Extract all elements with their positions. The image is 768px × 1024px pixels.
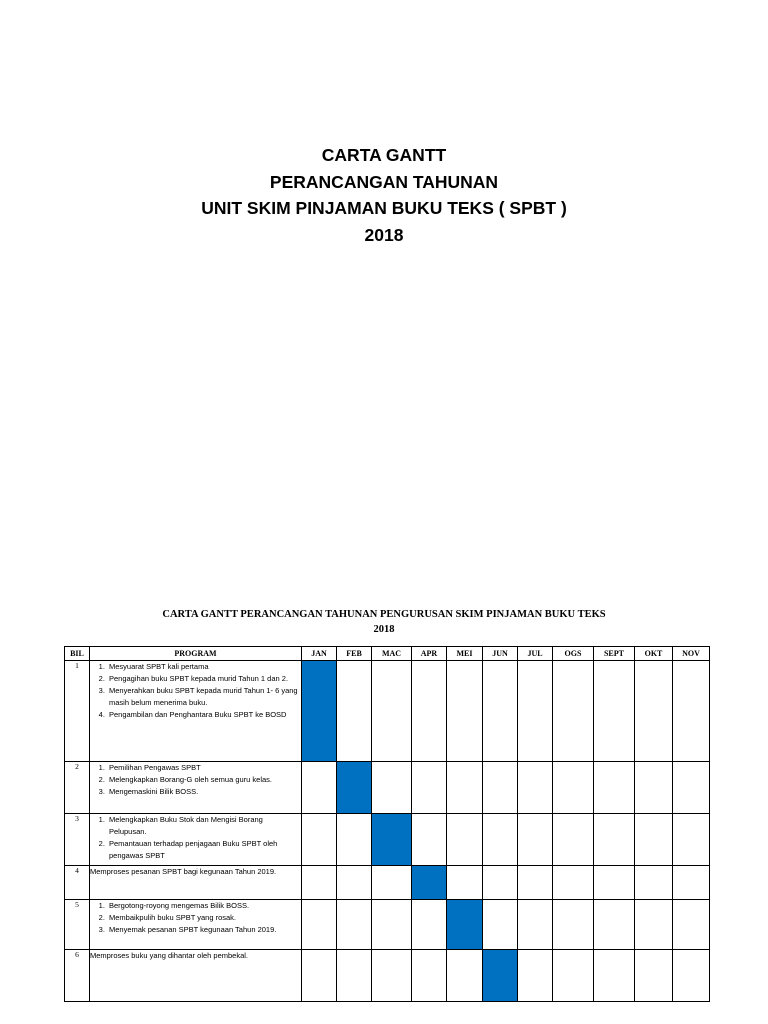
month-cell-mei	[447, 950, 483, 1002]
gantt-bar-mac	[372, 814, 412, 866]
month-cell-mac	[372, 900, 412, 950]
header-month-apr: APR	[412, 647, 447, 661]
month-cell-mac	[372, 866, 412, 900]
table-row	[65, 900, 710, 950]
row-number: 2	[65, 762, 90, 814]
month-cell-jul	[518, 866, 553, 900]
table-year: 2018	[373, 624, 395, 635]
program-list	[90, 814, 301, 862]
header-month-mac: MAC	[372, 647, 412, 661]
month-cell-jan	[302, 900, 337, 950]
month-cell-okt	[635, 762, 673, 814]
table-row	[65, 661, 710, 762]
month-cell-mei	[447, 762, 483, 814]
header-month-mei: MEI	[447, 647, 483, 661]
month-cell-feb	[337, 661, 372, 762]
month-cell-jan	[302, 814, 337, 866]
month-cell-nov	[673, 661, 710, 762]
month-cell-apr	[412, 762, 447, 814]
month-cell-apr	[412, 900, 447, 950]
month-cell-okt	[635, 900, 673, 950]
header-month-okt: OKT	[635, 647, 673, 661]
month-cell-mac	[372, 762, 412, 814]
program-text: Memproses buku yang dihantar oleh pembekal.	[90, 951, 249, 960]
row-number: 4	[65, 866, 90, 900]
month-cell-okt	[635, 661, 673, 762]
month-cell-sept	[594, 661, 635, 762]
program-item: 2. Melengkapkan Borang-G oleh semua guru kelas.	[107, 774, 301, 786]
month-cell-sept	[594, 866, 635, 900]
month-cell-nov	[673, 900, 710, 950]
program-item: 2. Pengagihan buku SPBT kepada murid Tahun 1 dan 2.	[107, 673, 301, 685]
program-item: 3. Menyerahkan buku SPBT kepada murid Tahun 1- 6 yang masih belum menerima buku.	[107, 685, 301, 709]
gantt-bar-jan	[302, 661, 337, 762]
month-cell-okt	[635, 814, 673, 866]
program-list	[90, 661, 301, 721]
program-item: 1. Mesyuarat SPBT kali pertama	[107, 661, 301, 673]
month-cell-ogs	[553, 866, 594, 900]
table-title: CARTA GANTT PERANCANGAN TAHUNAN PENGURUSAN SKIM PINJAMAN BUKU TEKS	[162, 609, 606, 620]
header-month-nov: NOV	[673, 647, 710, 661]
program-cell	[90, 950, 302, 1002]
header-program: PROGRAM	[90, 647, 302, 661]
program-text: Memproses pesanan SPBT bagi kegunaan Tahun 2019.	[90, 867, 277, 876]
program-cell	[90, 866, 302, 900]
program-list	[90, 762, 301, 798]
row-number: 3	[65, 814, 90, 866]
gantt-bar-apr	[412, 866, 447, 900]
month-cell-feb	[337, 900, 372, 950]
month-cell-ogs	[553, 950, 594, 1002]
month-cell-jul	[518, 900, 553, 950]
program-cell	[90, 814, 302, 866]
month-cell-ogs	[553, 661, 594, 762]
header-month-feb: FEB	[337, 647, 372, 661]
title-line-3: UNIT SKIM PINJAMAN BUKU TEKS ( SPBT )	[201, 198, 567, 218]
gantt-bar-mei	[447, 900, 483, 950]
program-list	[90, 900, 301, 936]
program-item: 1. Pemilihan Pengawas SPBT	[107, 762, 301, 774]
month-cell-mac	[372, 661, 412, 762]
header-month-sept: SEPT	[594, 647, 635, 661]
month-cell-jul	[518, 814, 553, 866]
month-cell-jun	[483, 866, 518, 900]
month-cell-ogs	[553, 814, 594, 866]
row-number: 1	[65, 661, 90, 762]
month-cell-nov	[673, 950, 710, 1002]
program-item: 2. Membaikpulih buku SPBT yang rosak.	[107, 912, 301, 924]
program-item: 3. Mengemaskini Bilik BOSS.	[107, 786, 301, 798]
month-cell-mei	[447, 661, 483, 762]
month-cell-apr	[412, 814, 447, 866]
title-line-1: CARTA GANTT	[321, 145, 447, 165]
month-cell-nov	[673, 814, 710, 866]
month-cell-okt	[635, 950, 673, 1002]
month-cell-feb	[337, 814, 372, 866]
month-cell-jul	[518, 762, 553, 814]
program-item: 1. Bergotong-royong mengemas Bilik BOSS.	[107, 900, 301, 912]
program-cell	[90, 661, 302, 762]
month-cell-jul	[518, 661, 553, 762]
program-cell	[90, 762, 302, 814]
row-number: 5	[65, 900, 90, 950]
program-item: 1. Melengkapkan Buku Stok dan Mengisi Borang Pelupusan.	[107, 814, 301, 838]
month-cell-feb	[337, 866, 372, 900]
month-cell-sept	[594, 762, 635, 814]
month-cell-jan	[302, 762, 337, 814]
table-row	[65, 762, 710, 814]
table-row	[65, 950, 710, 1002]
month-cell-jan	[302, 866, 337, 900]
program-item: 2. Pemantauan terhadap penjagaan Buku SPBT oleh pengawas SPBT	[107, 838, 301, 862]
gantt-bar-jun	[483, 950, 518, 1002]
month-cell-jul	[518, 950, 553, 1002]
header-month-jan: JAN	[302, 647, 337, 661]
month-cell-mei	[447, 814, 483, 866]
header-row	[65, 647, 710, 661]
program-item: 4. Pengambilan dan Penghantara Buku SPBT ke BOSD	[107, 709, 301, 721]
month-cell-jun	[483, 661, 518, 762]
month-cell-jun	[483, 814, 518, 866]
month-cell-sept	[594, 950, 635, 1002]
month-cell-jun	[483, 900, 518, 950]
title-line-2: PERANCANGAN TAHUNAN	[269, 171, 499, 192]
month-cell-feb	[337, 950, 372, 1002]
month-cell-jan	[302, 950, 337, 1002]
month-cell-nov	[673, 762, 710, 814]
table-row	[65, 814, 710, 866]
program-cell	[90, 900, 302, 950]
month-cell-apr	[412, 950, 447, 1002]
document-title	[0, 142, 768, 248]
gantt-table	[64, 646, 710, 1002]
month-cell-okt	[635, 866, 673, 900]
header-month-ogs: OGS	[553, 647, 594, 661]
month-cell-mac	[372, 950, 412, 1002]
month-cell-jun	[483, 762, 518, 814]
row-number: 6	[65, 950, 90, 1002]
month-cell-mei	[447, 866, 483, 900]
header-month-jul: JUL	[518, 647, 553, 661]
month-cell-nov	[673, 866, 710, 900]
title-line-4: 2018	[364, 224, 404, 245]
table-row	[65, 866, 710, 900]
month-cell-sept	[594, 900, 635, 950]
gantt-bar-feb	[337, 762, 372, 814]
month-cell-sept	[594, 814, 635, 866]
program-item: 3. Menyemak pesanan SPBT kegunaan Tahun 2019.	[107, 924, 301, 936]
gantt-body	[65, 661, 710, 1002]
header-bil: BIL	[65, 647, 90, 661]
header-month-jun: JUN	[483, 647, 518, 661]
month-cell-ogs	[553, 900, 594, 950]
month-cell-ogs	[553, 762, 594, 814]
month-cell-apr	[412, 661, 447, 762]
